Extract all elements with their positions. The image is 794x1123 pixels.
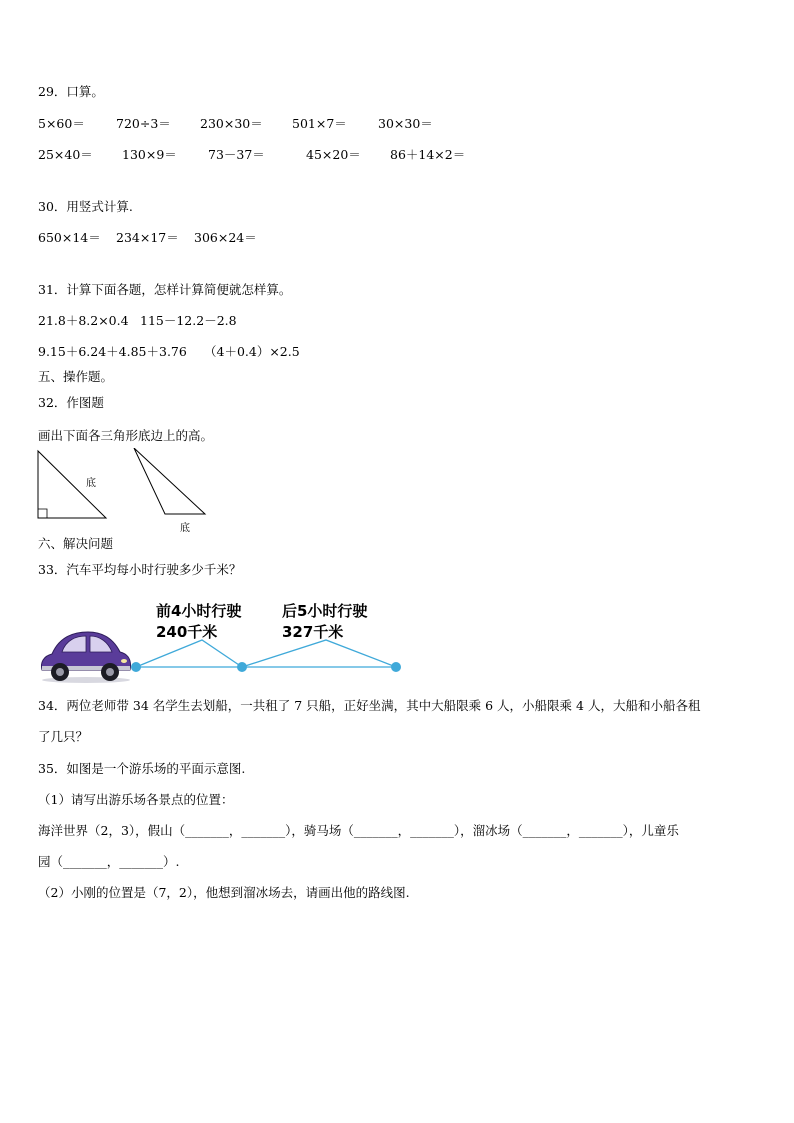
route-diagram xyxy=(126,636,406,676)
segment2-distance-label: 327千米 xyxy=(282,623,344,641)
section-six-heading: 六、解决问题 xyxy=(38,536,114,551)
q31-title: 31．计算下面各题，怎样计算简便就怎样算。 xyxy=(38,282,292,297)
base-label-obtuse-triangle: 底 xyxy=(180,523,190,534)
q29-expr: 73－37＝ xyxy=(208,147,265,162)
q31-expr: 115－12.2－2.8 xyxy=(140,313,237,328)
q31-expr: （4＋0.4）×2.5 xyxy=(204,344,300,359)
q29-expr: 230×30＝ xyxy=(200,116,263,131)
q32-instruction: 画出下面各三角形底边上的高。 xyxy=(38,428,214,443)
triangles-figure xyxy=(30,448,230,538)
q35-positions-line-1: 海洋世界（2，3），假山（_______，_______），骑马场（_______，_______），溜冰场（_______，_______），儿童乐 xyxy=(38,823,679,838)
q34-text-line-2: 了几只？ xyxy=(38,729,89,744)
segment2-time-label: 后5小时行驶 xyxy=(282,602,368,620)
route-point-end xyxy=(391,662,401,672)
q31-expr: 21.8＋8.2×0.4 xyxy=(38,313,129,328)
q33-title: 33．汽车平均每小时行驶多少千米？ xyxy=(38,562,242,577)
q32-title: 32．作图题 xyxy=(38,395,104,410)
q35-positions-line-2: 园（_______，_______）. xyxy=(38,854,180,869)
q30-expr: 234×17＝ xyxy=(116,230,179,245)
q29-expr: 86＋14×2＝ xyxy=(390,147,466,162)
q34-text-line-1: 34．两位老师带 34 名学生去划船，一共租了 7 只船，正好坐满，其中大船限乘 6 人，小船限乘 4 人，大船和小船各租 xyxy=(38,698,701,713)
q29-expr: 25×40＝ xyxy=(38,147,93,162)
q30-title: 30．用竖式计算. xyxy=(38,199,133,214)
q29-expr: 501×7＝ xyxy=(292,116,347,131)
q30-expr: 650×14＝ xyxy=(38,230,101,245)
segment1-distance-label: 240千米 xyxy=(156,623,218,641)
q29-expr: 30×30＝ xyxy=(378,116,433,131)
brace-segment-1 xyxy=(136,640,242,667)
q29-expr: 5×60＝ xyxy=(38,116,85,131)
q29-expr: 45×20＝ xyxy=(306,147,361,162)
obtuse-triangle xyxy=(134,448,205,514)
route-point-start xyxy=(131,662,141,672)
q35-title: 35．如图是一个游乐场的平面示意图. xyxy=(38,761,246,776)
q30-expr: 306×24＝ xyxy=(194,230,257,245)
q35-sub-question-2: （2）小刚的位置是（7，2），他想到溜冰场去，请画出他的路线图. xyxy=(38,885,410,900)
q29-expr: 720÷3＝ xyxy=(116,116,171,131)
brace-segment-2 xyxy=(242,640,396,667)
base-label-right-triangle: 底 xyxy=(86,478,96,489)
q31-expr: 9.15＋6.24＋4.85＋3.76 xyxy=(38,344,187,359)
q35-sub-question-1: （1）请写出游乐场各景点的位置： xyxy=(38,792,234,807)
route-point-middle xyxy=(237,662,247,672)
segment1-time-label: 前4小时行驶 xyxy=(156,602,242,620)
q29-title: 29．口算。 xyxy=(38,84,104,99)
section-five-heading: 五、操作题。 xyxy=(38,369,114,384)
car-icon xyxy=(38,628,134,684)
q29-expr: 130×9＝ xyxy=(122,147,177,162)
